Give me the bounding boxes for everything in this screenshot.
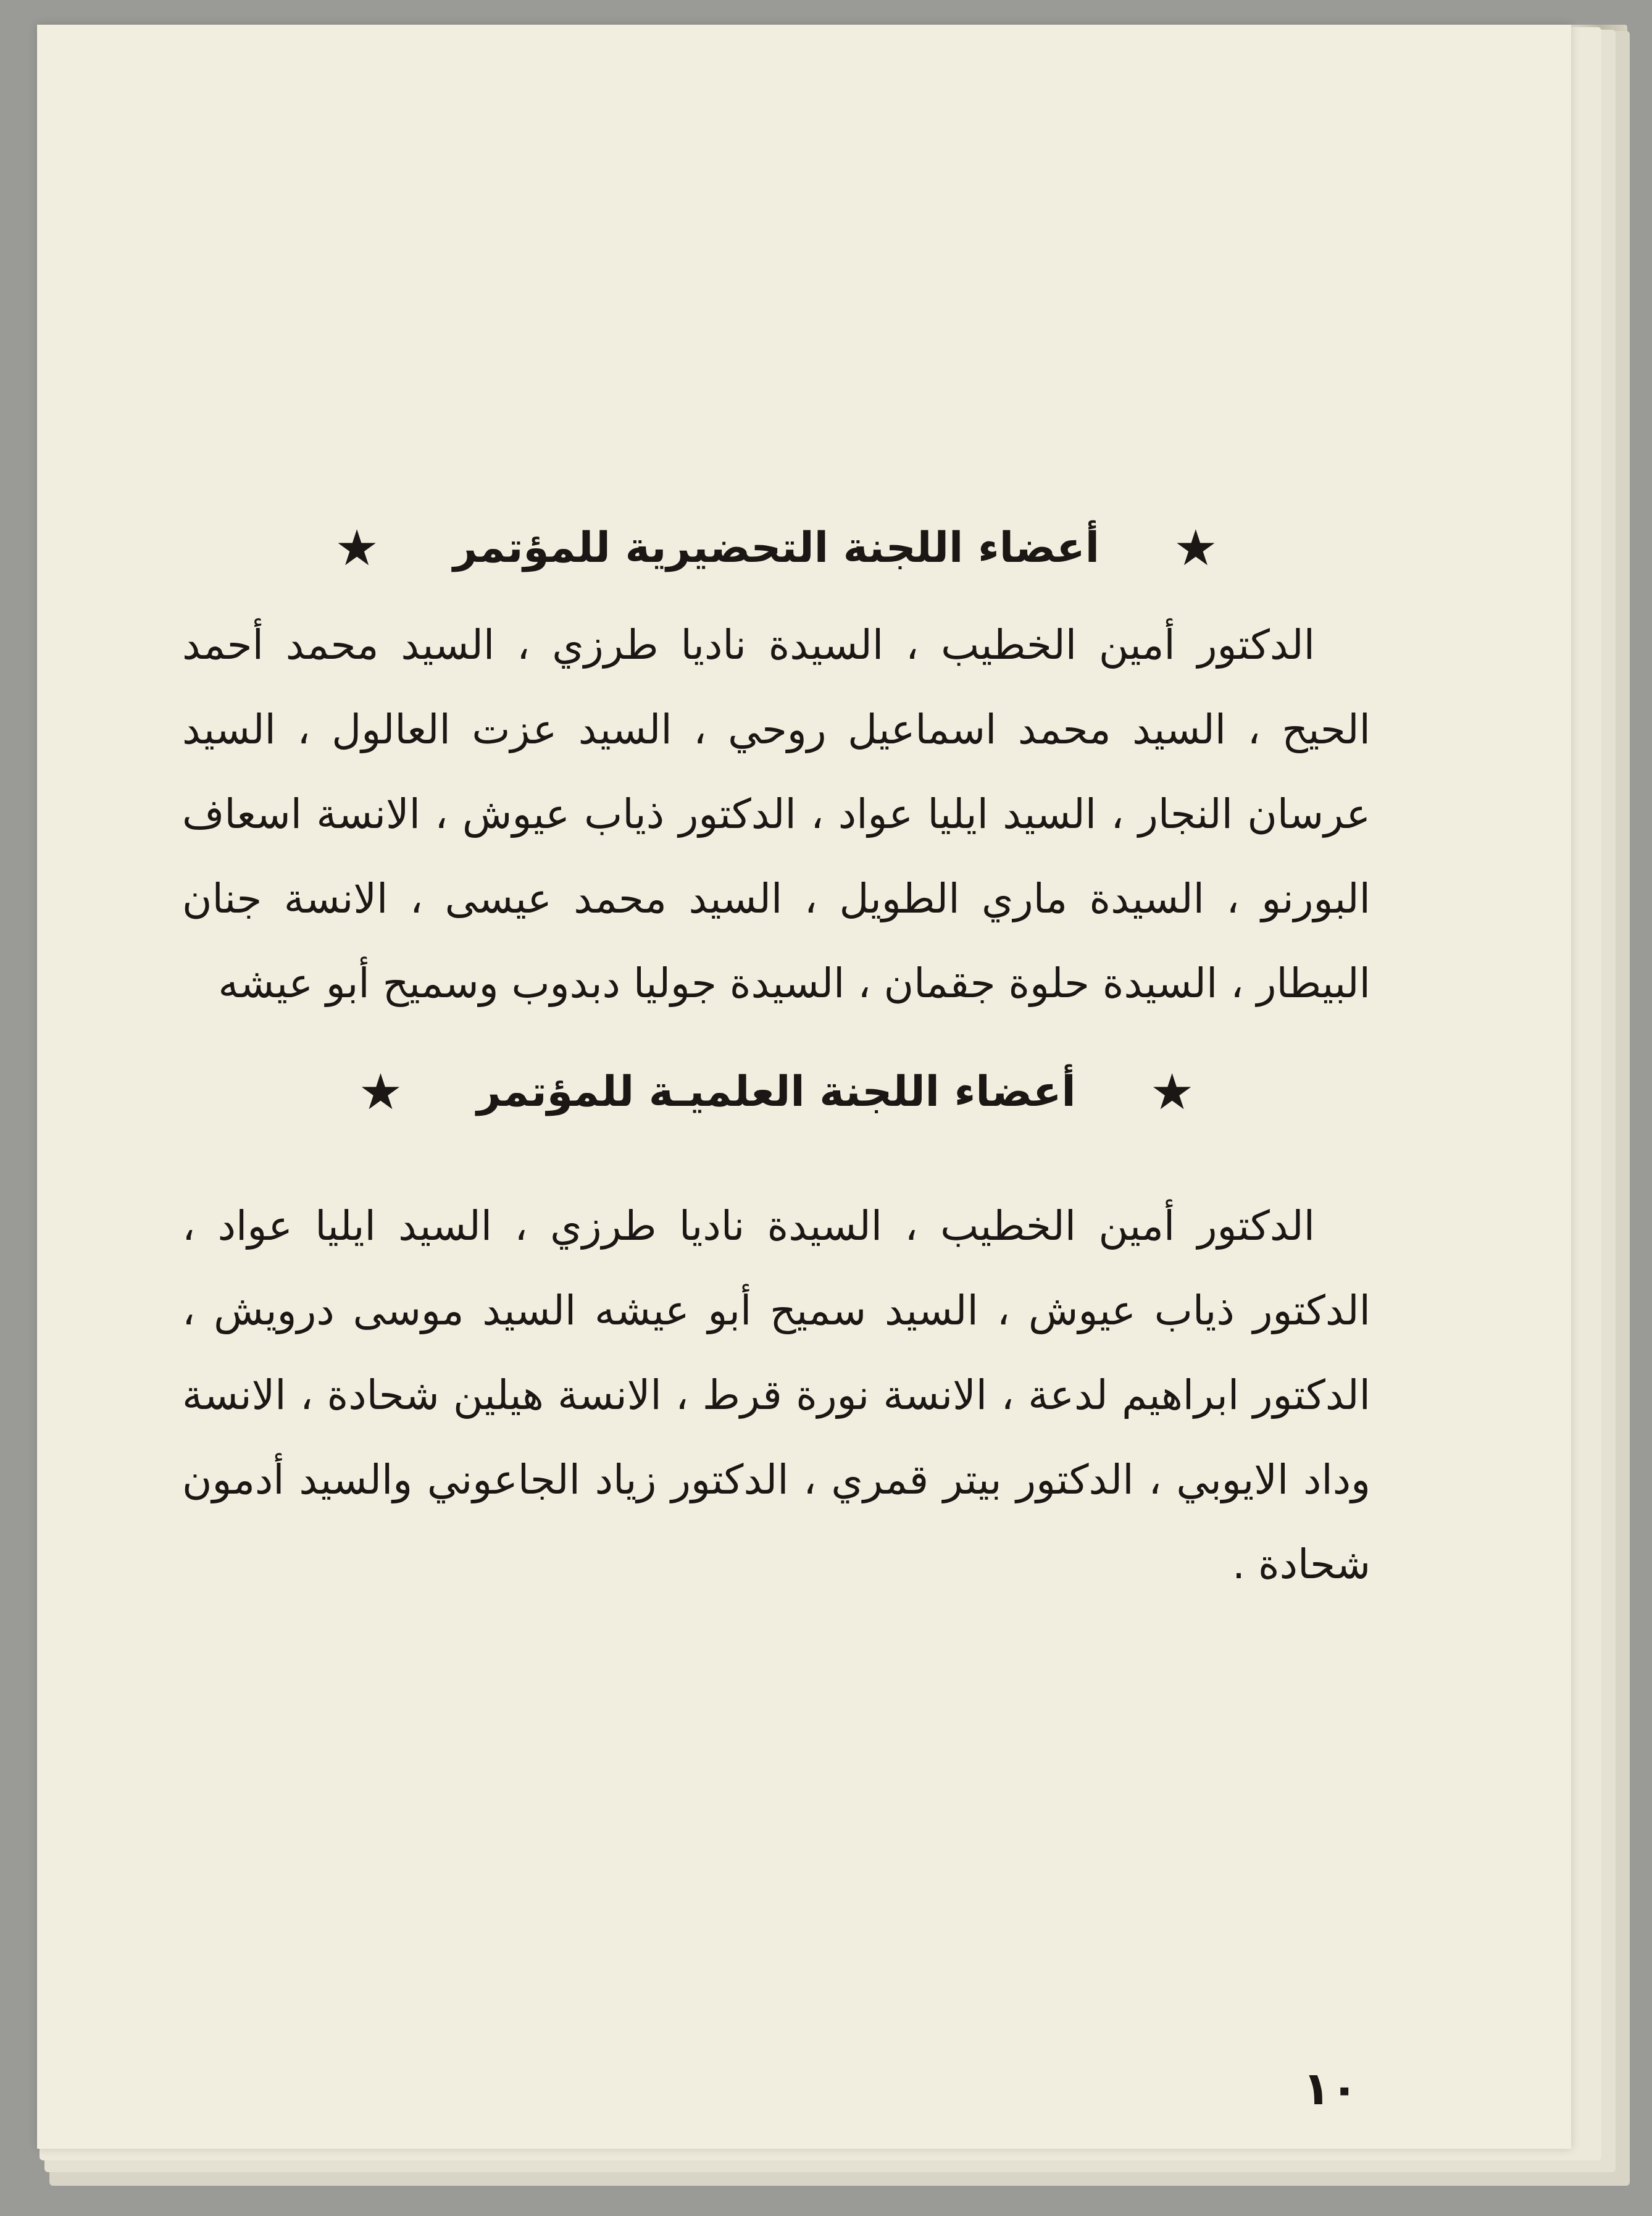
- star-icon: ★: [335, 519, 379, 577]
- page-content: [182, 519, 1370, 1607]
- star-icon: ★: [358, 1063, 403, 1121]
- heading-preparatory-committee: [182, 519, 1370, 578]
- heading-text: أعضاء اللجنة العلميـة للمؤتمر: [477, 1068, 1076, 1117]
- page-number: ١٠: [1303, 2062, 1359, 2115]
- heading-scientific-committee: [182, 1063, 1370, 1122]
- star-icon: ★: [1174, 519, 1218, 577]
- document-page: [37, 25, 1571, 2149]
- preparatory-committee-members: الدكتور أمين الخطيب ، السيدة ناديا طرزي ، السيد محمد أحمد الحيح ، السيد محمد اسماعيل روحي ، السيد عزت العالول ، السيد عرسان النجار ، السيد ايليا عواد ، الدكتور ذياب عيوش ، الانسة اسعاف البورنو ، السيدة ماري الطويل ، السيد محمد عيسى ، الانسة جنان البيطار ، السيدة حلوة جقمان ، السيدة جوليا دبدوب وسميح أبو عيشه: [182, 621, 1370, 1007]
- heading-text: أعضاء اللجنة التحضيرية للمؤتمر: [453, 524, 1100, 573]
- star-icon: ★: [1149, 1063, 1195, 1121]
- scientific-committee-members: الدكتور أمين الخطيب ، السيدة ناديا طرزي ، السيد ايليا عواد ، الدكتور ذياب عيوش ، السيد سميح أبو عيشه السيد موسى درويش ، الدكتور ابراهيم لدعة ، الانسة نورة قرط ، الانسة هيلين شحادة ، الانسة وداد الايوبي ، الدكتور بيتر قمري ، الدكتور زياد الجاعوني والسيد أدمون شحادة .: [182, 1202, 1370, 1588]
